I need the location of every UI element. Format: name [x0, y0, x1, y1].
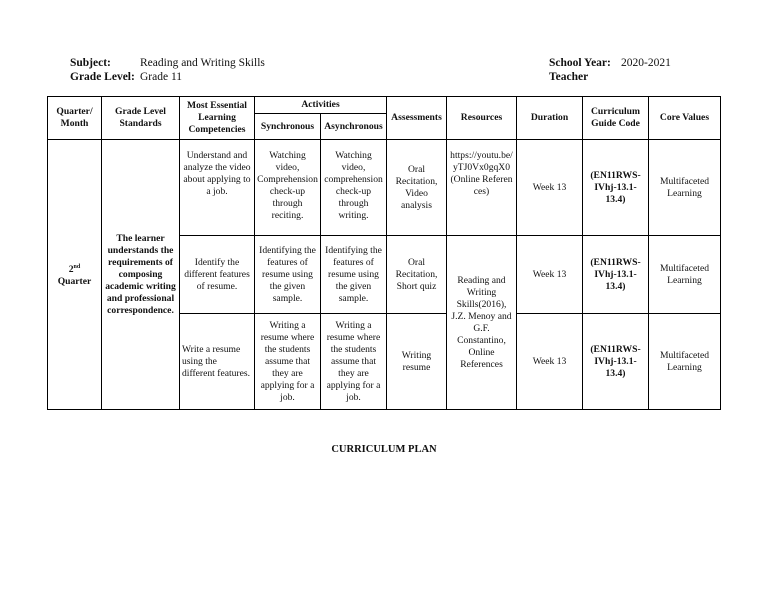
asynchronous-cell: Watching video, comprehension check-up through writing. — [321, 140, 387, 236]
asynchronous-cell: Identifying the features of resume using the given sample. — [321, 236, 387, 314]
competency-cell: Identify the different features of resume. — [180, 236, 255, 314]
assessment-cell: Oral Recitation, Video analysis — [387, 140, 447, 236]
header-guide-code: Curriculum Guide Code — [583, 97, 649, 140]
header-synchronous: Synchronous — [255, 114, 321, 140]
assessment-cell: Oral Recitation, Short quiz — [387, 236, 447, 314]
competency-cell: Understand and analyze the video about applying to a job. — [180, 140, 255, 236]
document-header-left — [70, 56, 265, 84]
header-quarter: Quarter/ Month — [48, 97, 102, 140]
core-value-cell: Multifaceted Learning — [649, 314, 721, 410]
standard-cell: The learner understands the requirements of composing academic writing and professional correspondence. — [102, 140, 180, 410]
duration-cell: Week 13 — [517, 140, 583, 236]
duration-cell: Week 13 — [517, 236, 583, 314]
subject-label: Subject: — [70, 57, 111, 69]
resource-cell — [447, 140, 517, 236]
header-resources: Resources — [447, 97, 517, 140]
header-standards: Grade Level Standards — [102, 97, 180, 140]
guide-code-cell: (EN11RWS-IVhj-13.1-13.4) — [583, 140, 649, 236]
table-row — [48, 140, 721, 236]
guide-code-cell: (EN11RWS-IVhj-13.1-13.4) — [583, 314, 649, 410]
subject-value: Reading and Writing Skills — [140, 57, 265, 69]
header-assessments: Assessments — [387, 97, 447, 140]
school-year-label: School Year: — [549, 57, 611, 69]
quarter-word: Quarter — [57, 276, 92, 288]
guide-code-cell: (EN11RWS-IVhj-13.1-13.4) — [583, 236, 649, 314]
resource-link[interactable]: https://youtu.be/yTJ0Vx0gqX0 (Online References) — [450, 150, 513, 197]
curriculum-plan-table — [47, 96, 721, 410]
school-year-value: 2020-2021 — [621, 57, 671, 69]
asynchronous-cell: Writing a resume where the students assume that they are applying for a job. — [321, 314, 387, 410]
header-core-values: Core Values — [649, 97, 721, 140]
document-header-right — [549, 56, 671, 84]
assessment-cell: Writing resume — [387, 314, 447, 410]
document-title: CURRICULUM PLAN — [331, 444, 437, 455]
core-value-cell: Multifaceted Learning — [649, 140, 721, 236]
grade-level-value: Grade 11 — [140, 71, 183, 83]
synchronous-cell: Watching video, Comprehension check-up through reciting. — [255, 140, 321, 236]
shared-resource-cell: Reading and Writing Skills(2016), J.Z. Menoy and G.F. Constantino, Online References — [447, 236, 517, 410]
duration-cell: Week 13 — [517, 314, 583, 410]
header-competencies: Most Essential Learning Competencies — [180, 97, 255, 140]
quarter-number: 2 — [68, 264, 74, 276]
header-asynchronous: Asynchronous — [321, 114, 387, 140]
quarter-cell — [48, 140, 102, 410]
competency-cell: Write a resume using the different features. — [180, 314, 255, 410]
grade-level-label: Grade Level: — [70, 71, 135, 83]
table-header-row — [48, 97, 721, 114]
header-duration: Duration — [517, 97, 583, 140]
quarter-suffix: nd — [73, 263, 81, 270]
core-value-cell: Multifaceted Learning — [649, 236, 721, 314]
synchronous-cell: Writing a resume where the students assume that they are applying for a job. — [255, 314, 321, 410]
teacher-label: Teacher — [549, 71, 589, 83]
synchronous-cell: Identifying the features of resume using the given sample. — [255, 236, 321, 314]
header-activities: Activities — [255, 97, 387, 114]
